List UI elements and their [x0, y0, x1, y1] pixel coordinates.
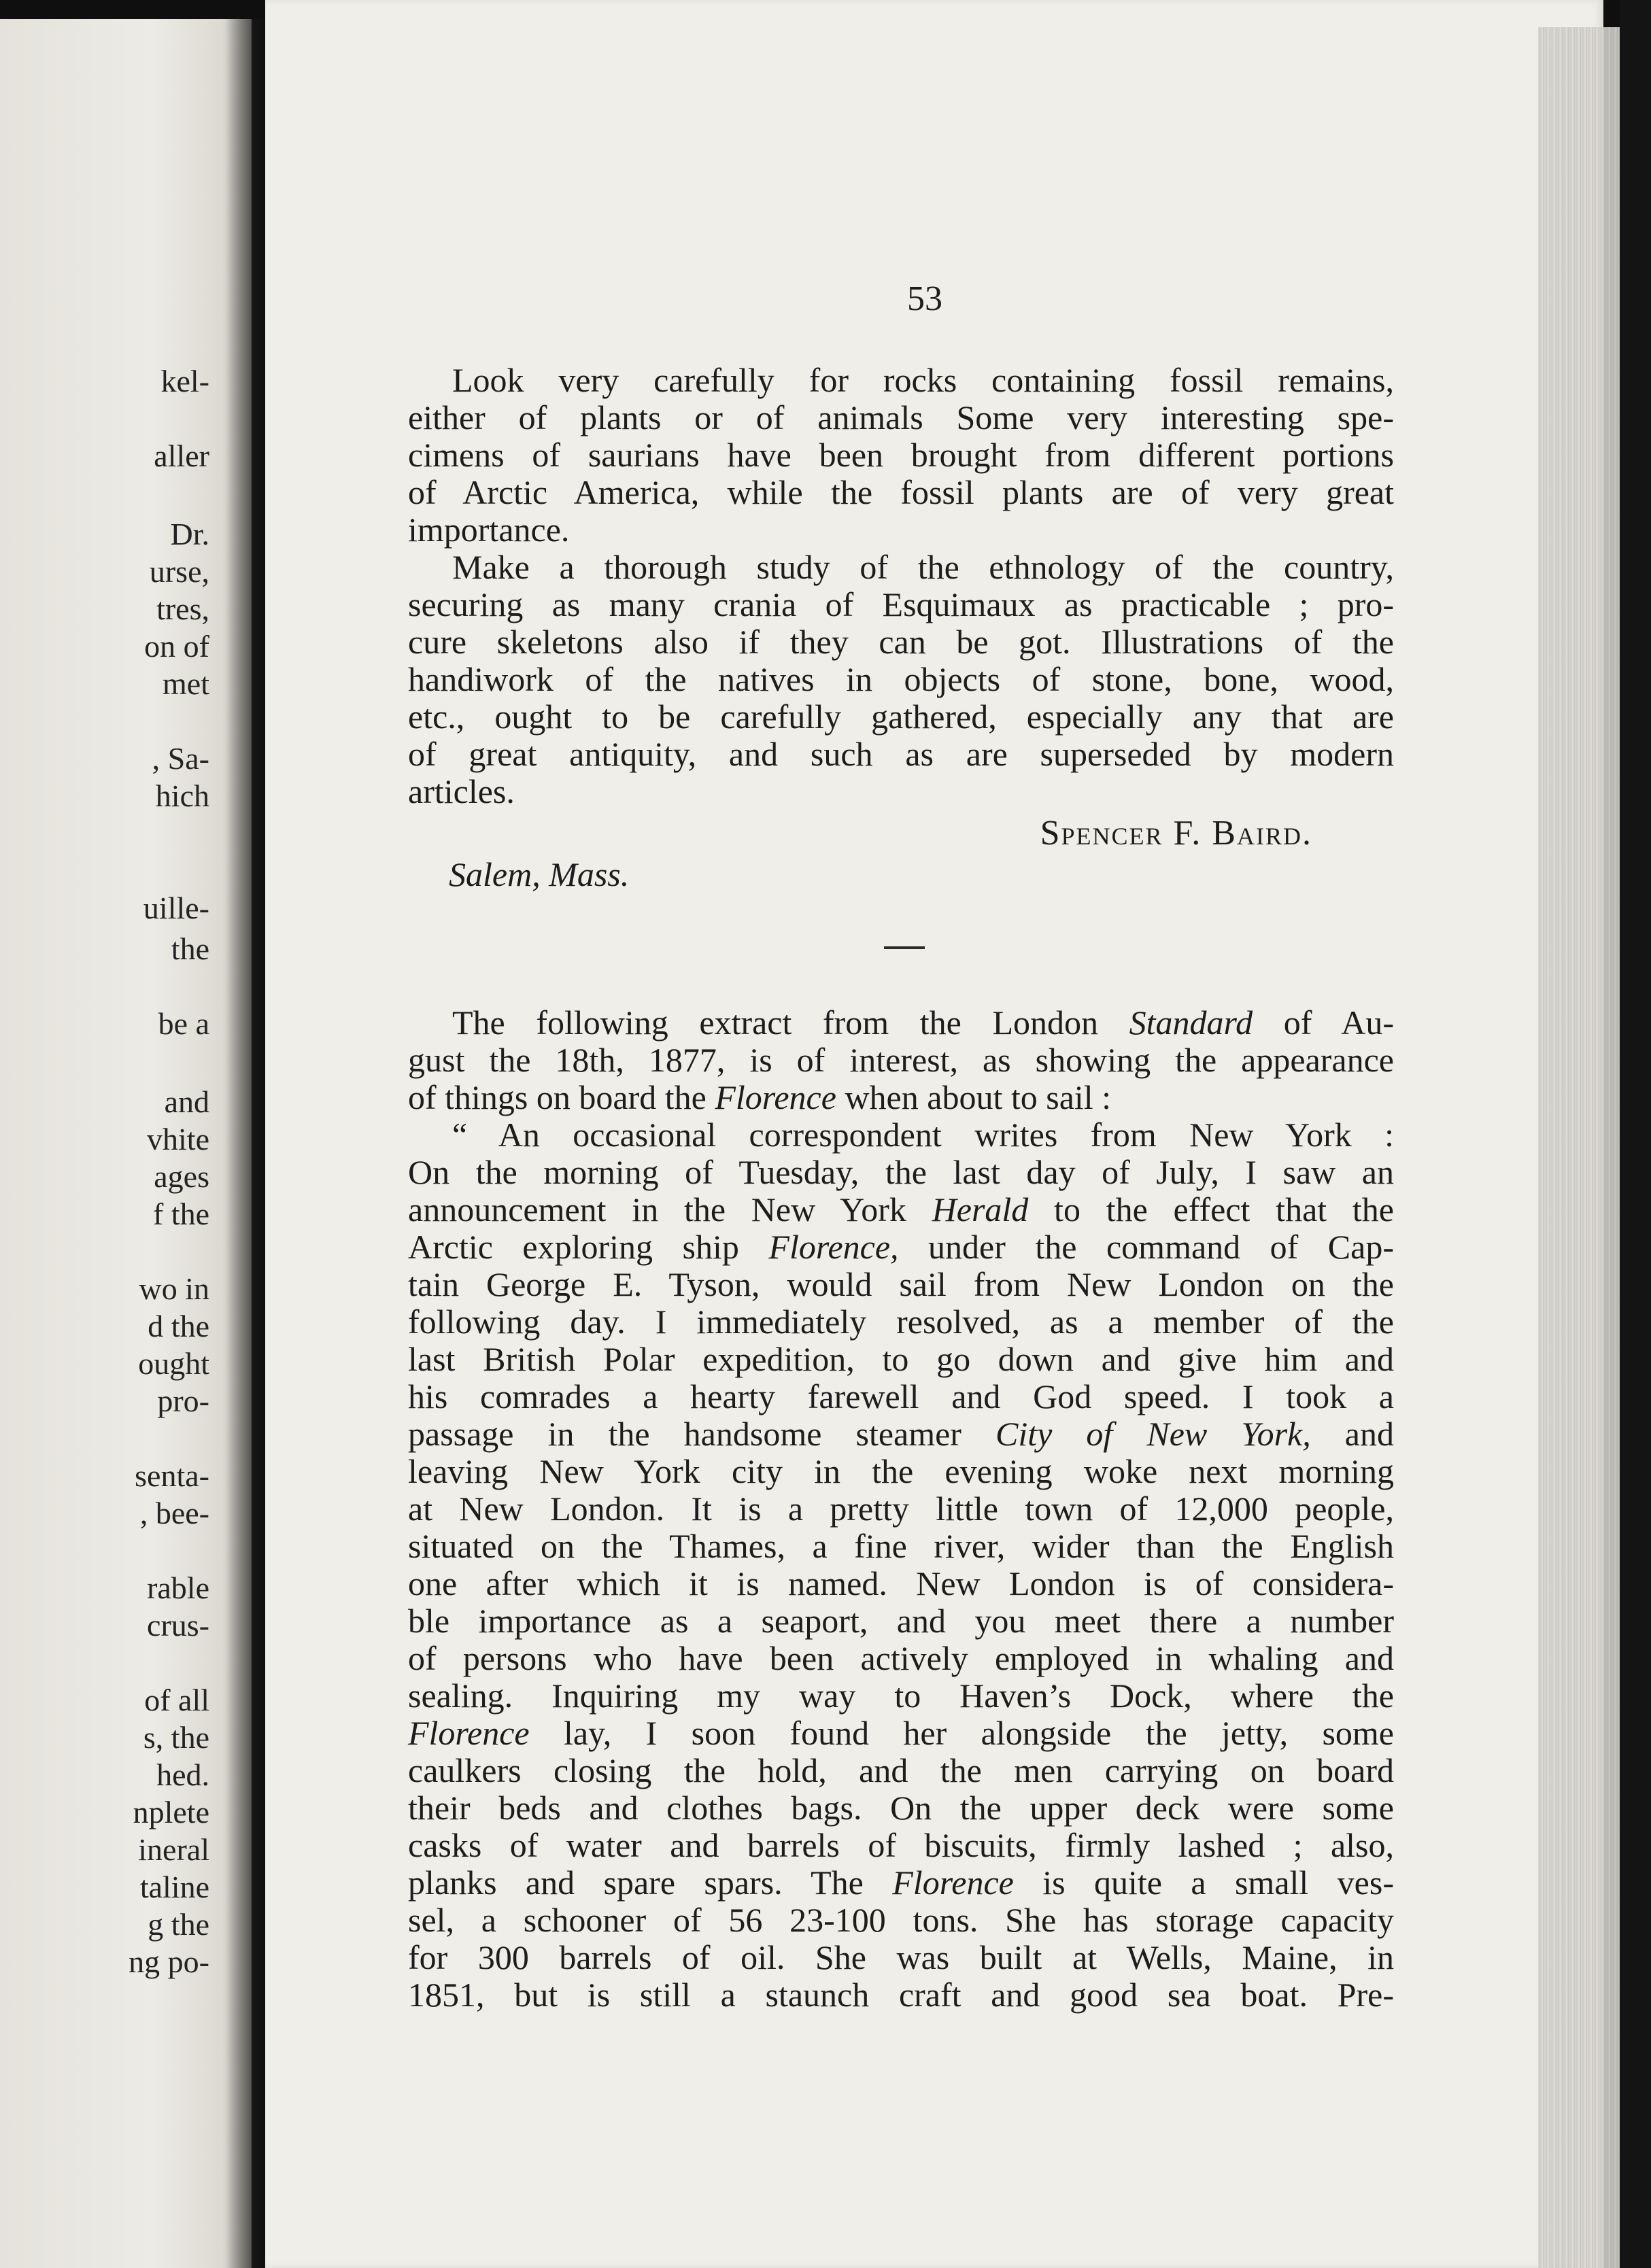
left-fragment: and [164, 1084, 209, 1119]
page-stack-edge [1538, 27, 1620, 2268]
text-line: of Arctic America, while the fossil plants are of very great [408, 473, 1394, 511]
text-line: sel, a schooner of 56 23-100 tons. She has storage capacity [408, 1901, 1394, 1939]
text-line: sealing. Inquiring my way to Haven’s Dock, where the [408, 1677, 1394, 1715]
text-line: for 300 barrels of oil. She was built at Wells, Maine, in [408, 1938, 1394, 1976]
left-fragment: ought [138, 1346, 209, 1381]
text-line [408, 1191, 1394, 1228]
left-fragment: ineral [138, 1832, 209, 1867]
left-fragment: g the [148, 1907, 209, 1942]
left-fragment: tres, [156, 591, 209, 626]
text-line: Look very carefully for rocks containing fossil remains, [452, 361, 1394, 399]
text-line: last British Polar expedition, to go down and give him and [408, 1340, 1394, 1378]
book-gutter-shadow [226, 19, 265, 2268]
scan-background-edge [1620, 0, 1651, 2268]
place-line: Salem, Mass. [449, 855, 630, 893]
left-fragment: , bee- [139, 1496, 209, 1530]
left-fragment: d the [148, 1309, 209, 1343]
text-line: situated on the Thames, a fine river, wider than the English [408, 1527, 1394, 1565]
text-line [408, 1715, 1394, 1752]
text-run: when about to sail : [836, 1078, 1112, 1116]
left-fragment: urse, [149, 554, 209, 589]
text-line: leaving New York city in the evening woke next morning [408, 1452, 1394, 1490]
page-number: 53 [907, 279, 942, 318]
left-fragment: uille- [143, 891, 209, 925]
paragraph-ethnology [408, 549, 1394, 810]
text-line: of great antiquity, and such as are superseded by modern [408, 735, 1394, 773]
left-fragment: hich [155, 778, 209, 813]
text-run: The following extract from the London [452, 1003, 1129, 1042]
text-line: following day. I immediately resolved, as a member of the [408, 1303, 1394, 1341]
text-line [408, 1004, 1394, 1042]
text-line: articles. [408, 772, 515, 810]
text-line: Make a thorough study of the ethnology of the country, [452, 548, 1394, 586]
left-fragment: rable [147, 1570, 209, 1605]
left-fragment: hed. [156, 1757, 209, 1792]
text-line: casks of water and barrels of biscuits, firmly lashed ; also, [408, 1826, 1394, 1864]
left-fragment: Dr. [170, 517, 209, 551]
text-line: On the morning of Tuesday, the last day of July, I saw an [408, 1153, 1394, 1191]
paragraph-correspondent [408, 1116, 1394, 2014]
left-fragment: be a [158, 1006, 209, 1041]
text-line: tain George E. Tyson, would sail from New London on the [408, 1265, 1394, 1303]
left-fragment: aller [154, 439, 209, 473]
italic-run: Florence [408, 1714, 530, 1752]
left-page-text-fragments [5, 19, 209, 2268]
text-line [408, 1079, 1394, 1116]
left-fragment: ages [154, 1159, 209, 1194]
text-line: gust the 18th, 1877, is of interest, as showing the appearance [408, 1041, 1394, 1079]
text-line: “ An occasional correspondent writes from New York : [452, 1116, 1394, 1154]
italic-run: Florence, [768, 1228, 899, 1266]
left-fragment: ng po- [129, 1944, 209, 1979]
text-run: planks and spare spars. The [408, 1863, 893, 1902]
text-line: importance. [408, 511, 570, 549]
left-fragment: crus- [147, 1608, 209, 1643]
left-fragment: vhite [147, 1122, 209, 1156]
left-fragment: nplete [133, 1795, 209, 1829]
text-run: of things on board the [408, 1078, 715, 1116]
text-run: announcement in the New York [408, 1190, 932, 1228]
left-fragment: f the [152, 1197, 209, 1231]
text-line [408, 1864, 1394, 1902]
left-facing-page [0, 19, 252, 2268]
text-line [408, 1415, 1394, 1453]
text-run: lay, I soon found her alongside the jetty, some [529, 1714, 1394, 1752]
text-line: of persons who have been actively employed in whaling and [408, 1639, 1394, 1677]
text-run: to the effect that the [1028, 1190, 1394, 1228]
text-line: either of plants or of animals Some very interesting spe- [408, 398, 1394, 436]
left-fragment: senta- [135, 1458, 209, 1493]
text-line: their beds and clothes bags. On the upper deck were some [408, 1789, 1394, 1827]
text-line: cure skeletons also if they can be got. Illustrations of the [408, 623, 1394, 661]
signature: Spencer F. Baird. [1040, 814, 1312, 853]
text-line: handiwork of the natives in objects of stone, bone, wood, [408, 660, 1394, 698]
paragraph-fossils [408, 362, 1394, 549]
left-fragment: kel- [160, 364, 209, 398]
text-line: one after which it is named. New London is of considera- [408, 1564, 1394, 1602]
left-fragment: , Sa- [152, 741, 209, 776]
text-line: his comrades a hearty farewell and God speed. I took a [408, 1377, 1394, 1415]
left-fragment: taline [139, 1870, 209, 1904]
left-fragment: s, the [143, 1720, 209, 1755]
left-fragment: met [163, 666, 209, 701]
text-line: securing as many crania of Esquimaux as practicable ; pro- [408, 585, 1394, 623]
left-fragment: on of [144, 629, 209, 664]
text-run: of Au- [1253, 1003, 1395, 1042]
text-run: under the command of Cap- [898, 1228, 1395, 1266]
italic-run: Florence [892, 1863, 1014, 1902]
text-run: is quite a small ves- [1013, 1863, 1394, 1902]
italic-run: Standard [1129, 1003, 1253, 1042]
text-line: at New London. It is a pretty little town of 12,000 people, [408, 1490, 1394, 1528]
left-fragment: of all [144, 1683, 209, 1717]
text-run: passage in the handsome steamer [408, 1415, 996, 1453]
text-line: cimens of saurians have been brought from different portions [408, 436, 1394, 474]
left-fragment: wo in [139, 1271, 209, 1306]
text-line: caulkers closing the hold, and the men carrying on board [408, 1751, 1394, 1789]
italic-run: Herald [932, 1190, 1029, 1228]
text-line: 1851, but is still a staunch craft and good sea boat. Pre- [408, 1976, 1394, 2014]
text-run: and [1310, 1415, 1394, 1453]
paragraph-extract-intro [408, 1004, 1394, 1116]
italic-run: City of New York, [995, 1415, 1311, 1453]
left-fragment: pro- [157, 1384, 209, 1418]
text-line: ble importance as a seaport, and you meet there a number [408, 1602, 1394, 1640]
text-line [408, 1228, 1394, 1266]
text-line: etc., ought to be carefully gathered, especially any that are [408, 698, 1394, 736]
italic-run: Florence [715, 1078, 836, 1116]
section-divider [884, 946, 925, 949]
text-run: Arctic exploring ship [408, 1228, 769, 1266]
left-fragment: the [171, 931, 209, 966]
